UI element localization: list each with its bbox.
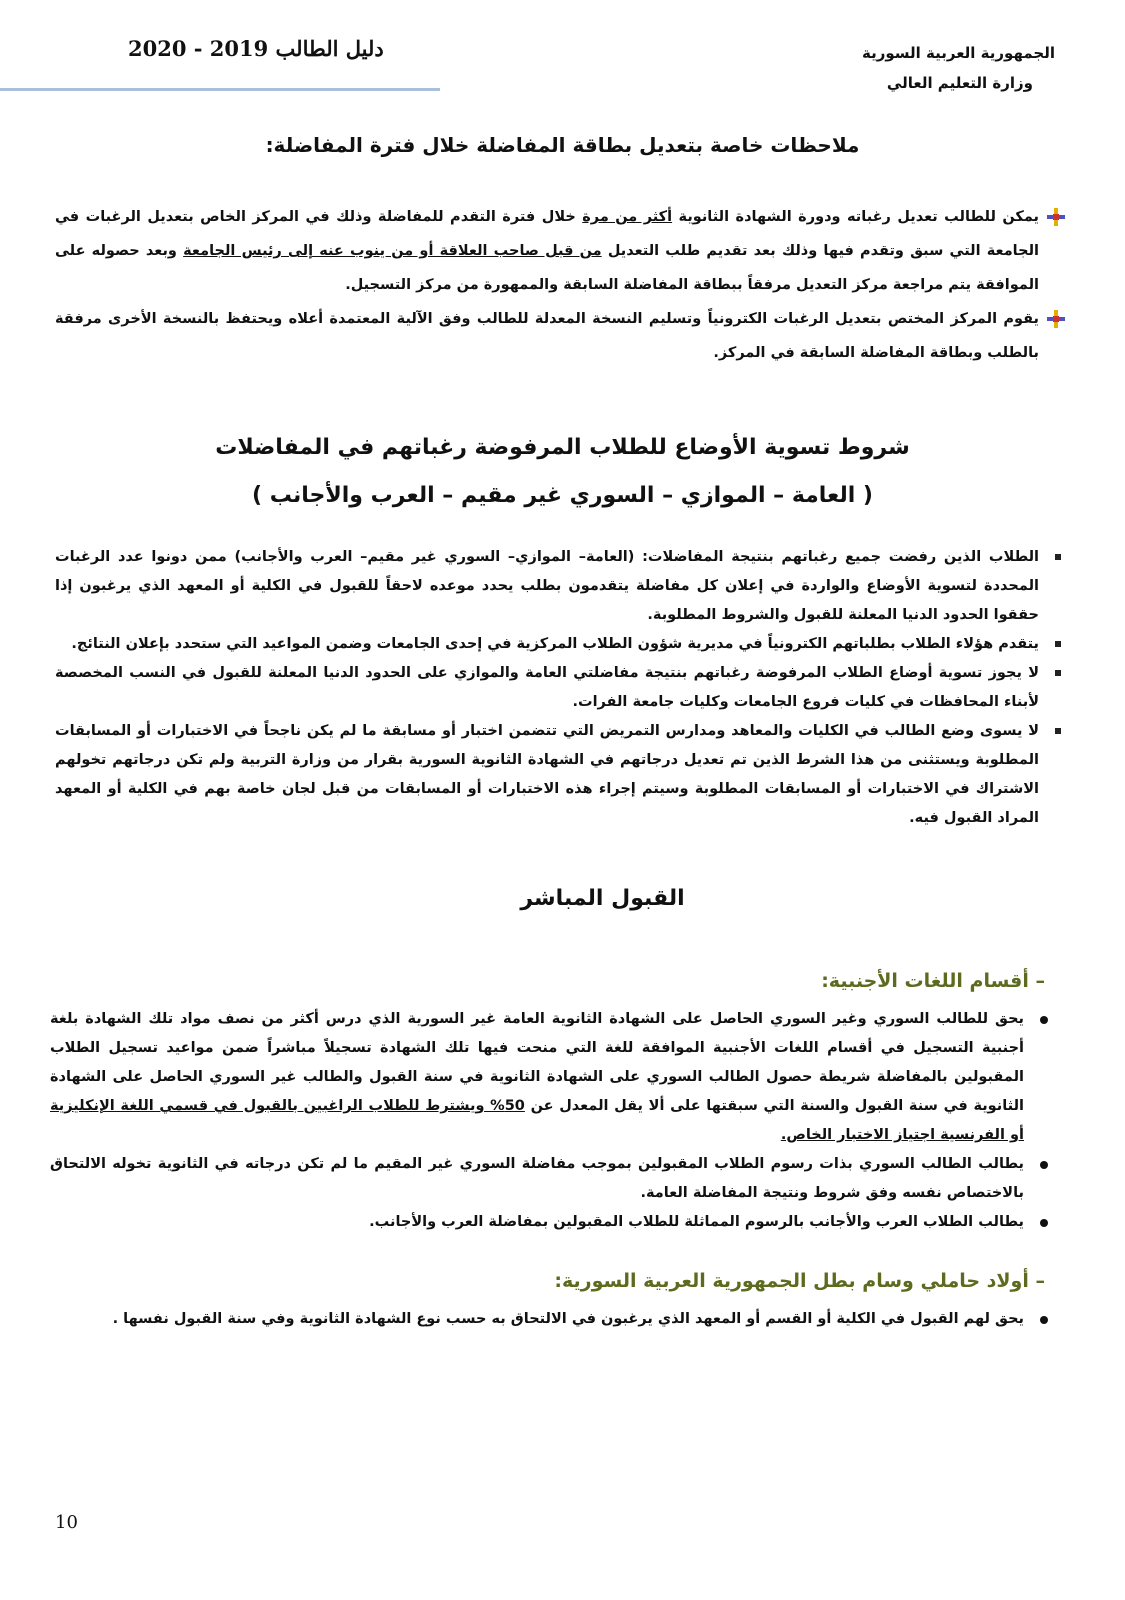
foreign-languages-item-1 xyxy=(50,1005,1050,1150)
foreign-languages-heading: – أقسام اللغات الأجنبية: xyxy=(821,970,1045,992)
bullet-1-text-b: خلال فترة التقدم للمفاضلة وذلك في المركز الخاص بتعديل الرغبات في الجامعة التي سبق وتقدم فيها وذلك بعد تقديم طلب التعديل xyxy=(55,209,1039,259)
foreign-item-2-text: يطالب الطالب السوري بذات رسوم الطلاب المقبولين بموجب مفاضلة السوري غير المقيم ما لم تكن درجاته في الثانوية تخوله الالتحاق بالاختصاص نفسه وفق شروط ونتيجة المفاضلة العامة. xyxy=(50,1156,1024,1201)
cross-bullet-icon xyxy=(1047,208,1065,226)
section2-item-2 xyxy=(55,630,1065,659)
header-institution xyxy=(862,38,1055,98)
round-bullet-icon xyxy=(1040,1016,1048,1024)
section1-bullet-2 xyxy=(55,302,1065,370)
section2-title: شروط تسوية الأوضاع للطلاب المرفوضة رغباتهم في المفاضلات xyxy=(215,435,910,460)
foreign-item-1-text: يحق للطالب السوري وغير السوري الحاصل على الشهادة الثانوية العامة غير السورية الذي درس أكثر من نصف مواد تلك الشهادة بلغة أجنبية التسجيل في أقسام اللغات الأجنبية الموافقة للغة التي منحت فيها تلك الشهادة تسجيلاً مباشراً ضمن مواعيد تسجيل الطلاب المقبولين بالمفاضلة شريطة حصول الطالب السوري على الشهادة الثانوية في سنة القبول والطالب غير السوري الحاصل على الشهادة الثانوية في سنة القبول والسنة التي سبقتها على ألا يقل المعدل عن xyxy=(50,1011,1024,1114)
bullet-1-underlined-2: من قبل صاحب العلاقة أو من ينوب عنه إلى رئيس الجامعة xyxy=(183,243,602,259)
foreign-item-1-underlined: 50% ويشترط للطلاب الراغبين بالقبول في قسمي اللغة الإنكليزية أو الفرنسية اجتياز الاختبار الخاص. xyxy=(50,1098,1024,1143)
section2-list xyxy=(55,543,1065,833)
cross-bullet-icon xyxy=(1047,310,1065,328)
bullet-2-text: يقوم المركز المختص بتعديل الرغبات الكترونياً وتسليم النسخة المعدلة للطالب وفق الآلية المعتمدة أعلاه ويحتفظ بالنسخة الأخرى مرفقة بالطلب وبطاقة المفاضلة السابقة في المركز. xyxy=(55,311,1039,361)
square-bullet-icon xyxy=(1055,728,1061,734)
hero-medal-heading: – أولاد حاملي وسام بطل الجمهورية العربية السورية: xyxy=(554,1270,1045,1292)
section2-subtitle: ( العامة – الموازي – السوري غير مقيم – العرب والأجانب ) xyxy=(252,483,873,508)
square-bullet-icon xyxy=(1055,641,1061,647)
square-bullet-icon xyxy=(1055,670,1061,676)
bullet-1-text-a: يمكن للطالب تعديل رغباته ودورة الشهادة الثانوية xyxy=(672,209,1039,225)
section2-item-3-text: لا يجوز تسوية أوضاع الطلاب المرفوضة رغباتهم بنتيجة مفاضلتي العامة والموازي على الحدود الدنيا المعلنة للقبول في النسب المخصصة لأبناء المحافظات في كليات فروع الجامعات وكليات جامعة الفرات. xyxy=(55,665,1039,710)
foreign-languages-item-3 xyxy=(50,1208,1050,1237)
bullet-1-underlined-1: أكثر من مرة xyxy=(582,209,673,225)
section2-item-3 xyxy=(55,659,1065,717)
section1-title: ملاحظات خاصة بتعديل بطاقة المفاضلة خلال فترة المفاضلة: xyxy=(265,133,860,157)
header-divider xyxy=(0,88,440,91)
section2-item-2-text: يتقدم هؤلاء الطلاب بطلباتهم الكترونياً في مديرية شؤون الطلاب المركزية في إحدى الجامعات وضمن المواعيد التي ستحدد بإعلان النتائج. xyxy=(71,636,1039,652)
page-number: 10 xyxy=(55,1512,78,1533)
hero-medal-list xyxy=(50,1305,1050,1334)
hero-medal-item-1-text: يحق لهم القبول في الكلية أو القسم أو المعهد الذي يرغبون في الالتحاق به حسب نوع الشهادة الثانوية وفي سنة القبول نفسها . xyxy=(112,1311,1024,1327)
section2-item-4 xyxy=(55,717,1065,833)
foreign-languages-item-2 xyxy=(50,1150,1050,1208)
foreign-languages-list xyxy=(50,1005,1050,1237)
section1-bullets xyxy=(55,200,1065,370)
foreign-item-3-text: يطالب الطلاب العرب والأجانب بالرسوم المماثلة للطلاب المقبولين بمفاضلة العرب والأجانب. xyxy=(369,1214,1024,1230)
header-guide-title: دليل الطالب 2019 - 2020 xyxy=(128,36,384,61)
section2-item-1 xyxy=(55,543,1065,630)
round-bullet-icon xyxy=(1040,1219,1048,1227)
hero-medal-item-1 xyxy=(50,1305,1050,1334)
round-bullet-icon xyxy=(1040,1161,1048,1169)
section1-bullet-1 xyxy=(55,200,1065,302)
square-bullet-icon xyxy=(1055,554,1061,560)
section2-item-1-text: الطلاب الذين رفضت جميع رغباتهم بنتيجة المفاضلات: (العامة– الموازي– السوري غير مقيم– العرب والأجانب) ممن دونوا عدد الرغبات المحددة لتسوية الأوضاع والواردة في إعلان كل مفاضلة يتقدمون بطلب يحدد موعده لاحقاً للقبول في الكلية أو المعهد الذي يرغبون إذا حققوا الحدود الدنيا المعلنة للقبول والشروط المطلوبة. xyxy=(55,549,1039,623)
bullet-1-text-c: وبعد حصوله على الموافقة يتم مراجعة مركز التعديل مرفقاً ببطاقة المفاضلة السابقة والممهورة من مركز التسجيل. xyxy=(55,243,1039,293)
section3-title: القبول المباشر xyxy=(520,886,685,911)
header-country: الجمهورية العربية السورية xyxy=(862,44,1055,62)
header-ministry: وزارة التعليم العالي xyxy=(886,74,1033,92)
round-bullet-icon xyxy=(1040,1316,1048,1324)
section2-item-4-text: لا يسوى وضع الطالب في الكليات والمعاهد ومدارس التمريض التي تتضمن اختبار أو مسابقة ما لم يكن ناجحاً في الاختبارات أو المسابقات المطلوبة ويستثنى من هذا الشرط الذين تم تعديل درجاتهم في الشهادة الثانوية السورية بقرار من وزارة التربية ولم تكن درجاتهم تخولهم الاشتراك في الاختبارات أو المسابقات المطلوبة وسيتم إجراء هذه الاختبارات أو المسابقات من قبل لجان خاصة بهم في الكلية أو المعهد المراد القبول فيه. xyxy=(55,723,1039,826)
